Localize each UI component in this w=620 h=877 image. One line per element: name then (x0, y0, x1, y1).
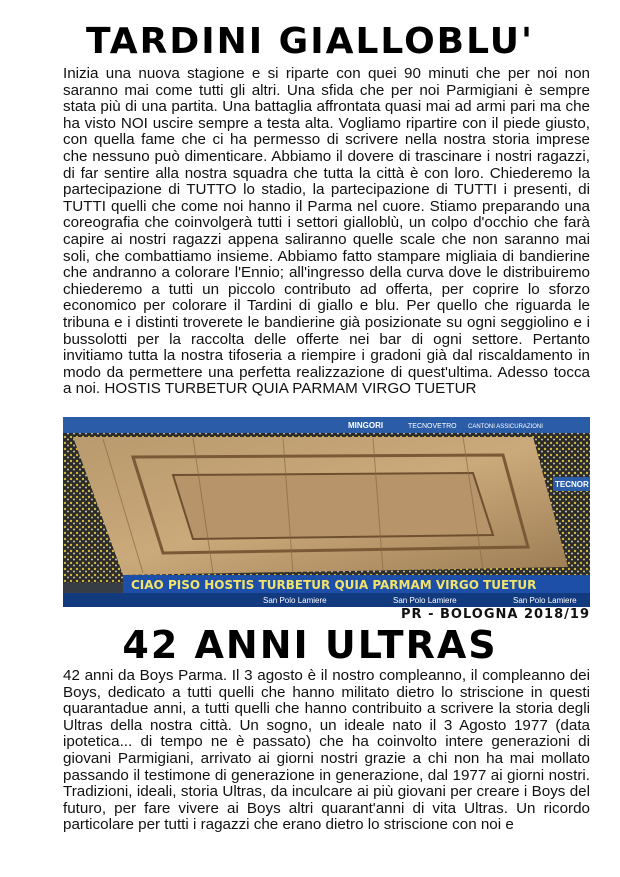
choreo-banner-text: CIAO PISO HOSTIS TURBETUR QUIA PARMAM VIRGO TUETUR (131, 578, 537, 592)
ad-top-2: TECNOVETRO (408, 423, 457, 430)
ad-bottom-3: San Polo Lamiere (513, 596, 577, 605)
ad-top-3: CANTONI ASSICURAZIONI (468, 424, 543, 430)
article-text-42-anni: 42 anni da Boys Parma. Il 3 agosto è il nostro compleanno, il compleanno dei Boys, dedicato a tutti quelli che hanno militato dietro lo striscione in questi quarantadue anni, a tutti quelli che hanno contribuito a scrivere la storia degli Ultras della nostra città. Un sogno, un ideale nato il 3 Agosto 1977 (data ipotetica... di tempo ne è passato) che ha coinvolto intere generazioni di giovani Parmigiani, arrivato ai giorni nostri grazie a chi non ha mai mollato passando il testimone di generazione in generazione, dal 1977 ai giorni nostri. Tradizioni, ideali, storia Ultras, da inculcare ai più giovani per creare i Boys del futuro, per fare vivere ai Boys altri quarant'anni di vita Ultras. Un ricordo particolare per tutti i ragazzi che erano dietro lo striscione con noi e (63, 667, 590, 834)
ad-bottom-2: San Polo Lamiere (393, 596, 457, 605)
photo-caption: PR - BOLOGNA 2018/19 (401, 607, 590, 622)
section-title-42-anni: 42 ANNI ULTRAS (122, 623, 498, 667)
ad-bottom-1: San Polo Lamiere (263, 596, 327, 605)
stadium-choreography-photo (63, 417, 590, 607)
section-title-tardini: TARDINI GIALLOBLU' (85, 21, 535, 62)
ad-right: TECNOR (555, 480, 589, 489)
ad-top-1: MINGORI (348, 421, 384, 430)
article-text-tardini: Inizia una nuova stagione e si riparte con quei 90 minuti che per noi non saranno mai come tutti gli altri. Una sfida che per noi Parmigiani è sempre stata più di una partita. Una battaglia affrontata quasi mai ad armi pari ma che ha visto NOI uscire sempre a testa alta. Vogliamo ripartire con il piede giusto, con quella fame che ci ha permesso di scrivere nella nostra storia imprese che nessuno può dimenticare. Abbiamo il dovere di trascinare i nostri ragazzi, di far sentire alla nostra squadra che tutta la città è con loro. Chiederemo la partecipazione di TUTTO lo stadio, la partecipazione di TUTTI i presenti, di TUTTI quelli che come noi hanno il Parma nel cuore. Stiamo preparando una coreografia che coinvolgerà tutti i settori gialloblù, un colpo d'occhio che farà capire ai nostri ragazzi appena saliranno quelle scale che non saranno mai soli, che combattiamo insieme. Abbiamo fatto stampare migliaia di bandierine che andranno a colorare l'Ennio; all'ingresso della curva dove le distribuiremo chiederemo a tutti un piccolo contributo ad offerta, per coprire lo sforzo economico per colorare il Tardini di giallo e blu. Per quello che riguarda le tribuna e i distinti troverete le bandierine già posizionate su ogni seggiolino e i bussolotti per la raccolta delle offerte nei bar di ogni settore. Pertanto invitiamo tutta la nostra tifoseria a riempire i gradoni già dal riscaldamento in modo da permettere una perfetta realizzazione di quest'ultima. Adesso tocca a noi. HOSTIS TURBETUR QUIA PARMAM VIRGO TUETUR (63, 65, 590, 398)
